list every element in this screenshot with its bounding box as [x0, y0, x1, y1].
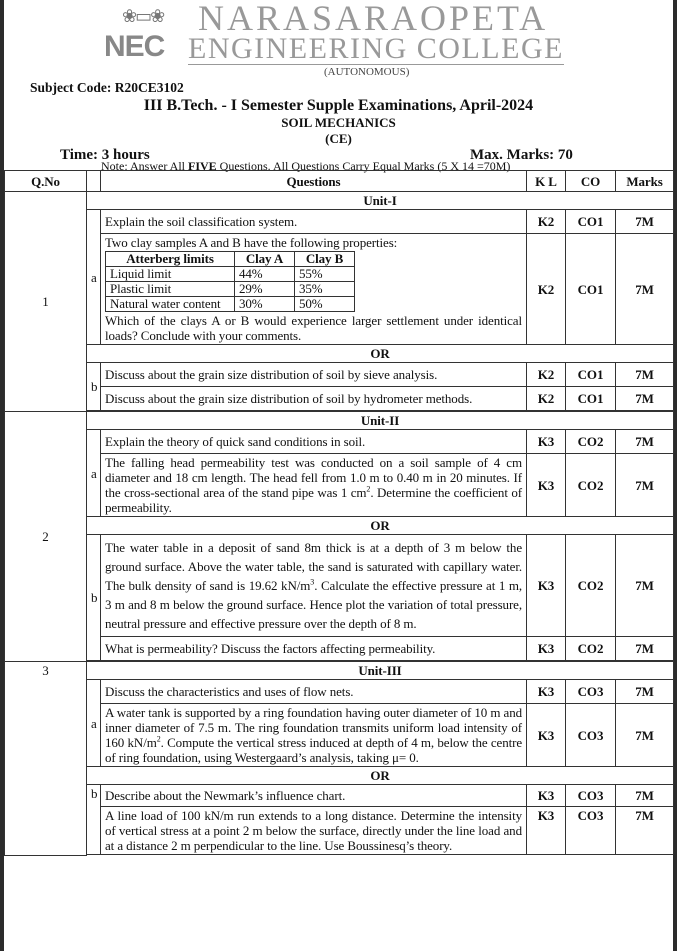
question-outro: Which of the clays A or B would experience larger settlement under identical loads? Conclude with your comments.: [105, 313, 522, 343]
or-divider: OR: [87, 345, 674, 363]
marks-value: 7M: [616, 807, 674, 855]
co-value: CO3: [566, 704, 616, 767]
kl-value: K2: [527, 210, 566, 234]
unit-heading: Unit-II: [87, 412, 674, 430]
question-text: [101, 234, 527, 345]
table-row: [5, 363, 674, 387]
co-value: CO1: [566, 363, 616, 387]
properties-table: [105, 251, 355, 312]
kl-value: K3: [527, 704, 566, 767]
marks-value: 7M: [616, 363, 674, 387]
kl-value: K3: [527, 454, 566, 517]
question-text: Explain the theory of quick sand conditions in soil.: [101, 430, 527, 454]
question-text: What is permeability? Discuss the factors affecting permeability.: [101, 637, 527, 661]
co-value: CO3: [566, 680, 616, 704]
or-divider: OR: [87, 767, 674, 785]
cell: Natural water content: [106, 297, 235, 312]
table-row: [5, 637, 674, 661]
qno-header: Q.No: [5, 171, 87, 192]
kl-value: K3: [527, 430, 566, 454]
part-label: a: [87, 680, 101, 767]
table-row: [5, 807, 674, 855]
co-value: CO3: [566, 785, 616, 807]
part-label: b: [87, 363, 101, 411]
co-value: CO2: [566, 454, 616, 517]
marks-value: 7M: [616, 454, 674, 517]
part-label: a: [87, 210, 101, 345]
th: Atterberg limits: [106, 252, 235, 267]
exam-title: III B.Tech. - I Semester Supple Examinations, April-2024: [143, 97, 534, 114]
time-label: Time: 3 hours: [60, 147, 150, 163]
marks-value: 7M: [616, 680, 674, 704]
table-row: [5, 704, 674, 767]
instructions-note: Note: Answer All FIVE Questions. All Questions Carry Equal Marks (5 X 14 =70M): [101, 159, 511, 173]
kl-value: K3: [527, 785, 566, 807]
question-text: Discuss about the grain size distribution of soil by hydrometer methods.: [101, 387, 527, 411]
question-number: 1: [5, 192, 87, 412]
header-row: [5, 171, 674, 192]
kl-header: K L: [527, 171, 566, 192]
question-text: The water table in a deposit of sand 8m thick is at a depth of 3 m below the ground surface. Above the water table, the sand is saturated with capillary water. The bulk density of sand is 19.62 $kN/m^3$. Calculate the effective pressure at 1 m, 3 m and 8 m below the ground surface. Hence plot the variation of total pressure, neutral pressure and effective pressure over the depth of 8 m.: [101, 535, 527, 637]
question-text: A line load of 100 kN/m run extends to a long distance. Determine the intensity of vertical stress at a point 2 m below the surface, directly under the line load and at a distance 2 m perpendicular to the line. Use Boussinesq’s theory.: [101, 807, 527, 855]
th: Clay A: [235, 252, 295, 267]
cell: 50%: [295, 297, 355, 312]
table-row: [5, 234, 674, 345]
emblem-icon: ❀▭❀: [122, 6, 164, 26]
table-row: [5, 535, 674, 637]
marks-value: 7M: [616, 430, 674, 454]
branch: (CE): [325, 131, 352, 146]
marks-value: 7M: [616, 387, 674, 411]
question-text: The falling head permeability test was conducted on a soil sample of 4 cm diameter and 18 cm length. The head fell from 1.0 m to 0.40 m in 20 minutes. If the cross-sectional area of the stand pipe was 1 $cm^2$. Determine the coefficient of permeability.: [101, 454, 527, 517]
unit-heading: Unit-III: [87, 662, 674, 680]
co-header: CO: [566, 171, 616, 192]
question-number: 3: [5, 662, 87, 856]
cell: 29%: [235, 282, 295, 297]
co-value: CO2: [566, 430, 616, 454]
unit-heading: Unit-I: [87, 192, 674, 210]
part-label: a: [87, 430, 101, 517]
kl-value: K3: [527, 637, 566, 661]
cell: Liquid limit: [106, 267, 235, 282]
marks-value: 7M: [616, 535, 674, 637]
question-text: Discuss the characteristics and uses of flow nets.: [101, 680, 527, 704]
question-text: Explain the soil classification system.: [101, 210, 527, 234]
kl-value: K2: [527, 363, 566, 387]
kl-value: K2: [527, 387, 566, 411]
kl-value: K3: [527, 807, 566, 855]
college-name-line2: ENGINEERING COLLEGE: [188, 32, 564, 65]
co-value: CO1: [566, 234, 616, 345]
question-text: A water tank is supported by a ring foundation having outer diameter of 10 m and inner diameter of 7.5 m. The ring foundation transmits uniform load intensity of 160 $kN/m^2$. Compute the vertical stress induced at depth of 4 m, below the centre of ring foundation, using Westergaard’s analysis, taking μ= 0.: [101, 704, 527, 767]
co-value: CO1: [566, 210, 616, 234]
co-value: CO2: [566, 535, 616, 637]
or-divider: OR: [87, 517, 674, 535]
marks-value: 7M: [616, 704, 674, 767]
logo-abbr: NEC: [104, 30, 165, 63]
part-label: b: [87, 535, 101, 661]
kl-value: K2: [527, 234, 566, 345]
questions-header: Questions: [101, 171, 527, 192]
table-row: [5, 680, 674, 704]
marks-header: Marks: [616, 171, 674, 192]
co-value: CO2: [566, 637, 616, 661]
exam-paper: [4, 0, 673, 951]
subject-name: SOIL MECHANICS: [281, 115, 396, 130]
co-value: CO1: [566, 387, 616, 411]
questions-table: [4, 170, 674, 856]
question-intro: Two clay samples A and B have the following properties:: [105, 235, 398, 250]
marks-value: 7M: [616, 210, 674, 234]
table-row: [5, 785, 674, 807]
question-number: 2: [5, 412, 87, 662]
max-marks: Max. Marks: 70: [470, 147, 573, 163]
subject-code: Subject Code: R20CE3102: [30, 80, 184, 95]
kl-value: K3: [527, 680, 566, 704]
table-row: [5, 454, 674, 517]
autonomous-label: (AUTONOMOUS): [324, 66, 410, 78]
cell: 35%: [295, 282, 355, 297]
table-row: [5, 430, 674, 454]
marks-value: 7M: [616, 637, 674, 661]
college-logo: [104, 2, 604, 82]
question-text: Discuss about the grain size distribution of soil by sieve analysis.: [101, 363, 527, 387]
cell: 44%: [235, 267, 295, 282]
marks-value: 7M: [616, 785, 674, 807]
question-text: Describe about the Newmark’s influence chart.: [101, 785, 527, 807]
college-name: NARASARAOPETA: [198, 0, 549, 38]
th: Clay B: [295, 252, 355, 267]
cell: Plastic limit: [106, 282, 235, 297]
part-label: b: [87, 785, 101, 855]
table-row: [5, 210, 674, 234]
cell: 30%: [235, 297, 295, 312]
cell: 55%: [295, 267, 355, 282]
table-row: [5, 387, 674, 411]
kl-value: K3: [527, 535, 566, 637]
co-value: CO3: [566, 807, 616, 855]
marks-value: 7M: [616, 234, 674, 345]
